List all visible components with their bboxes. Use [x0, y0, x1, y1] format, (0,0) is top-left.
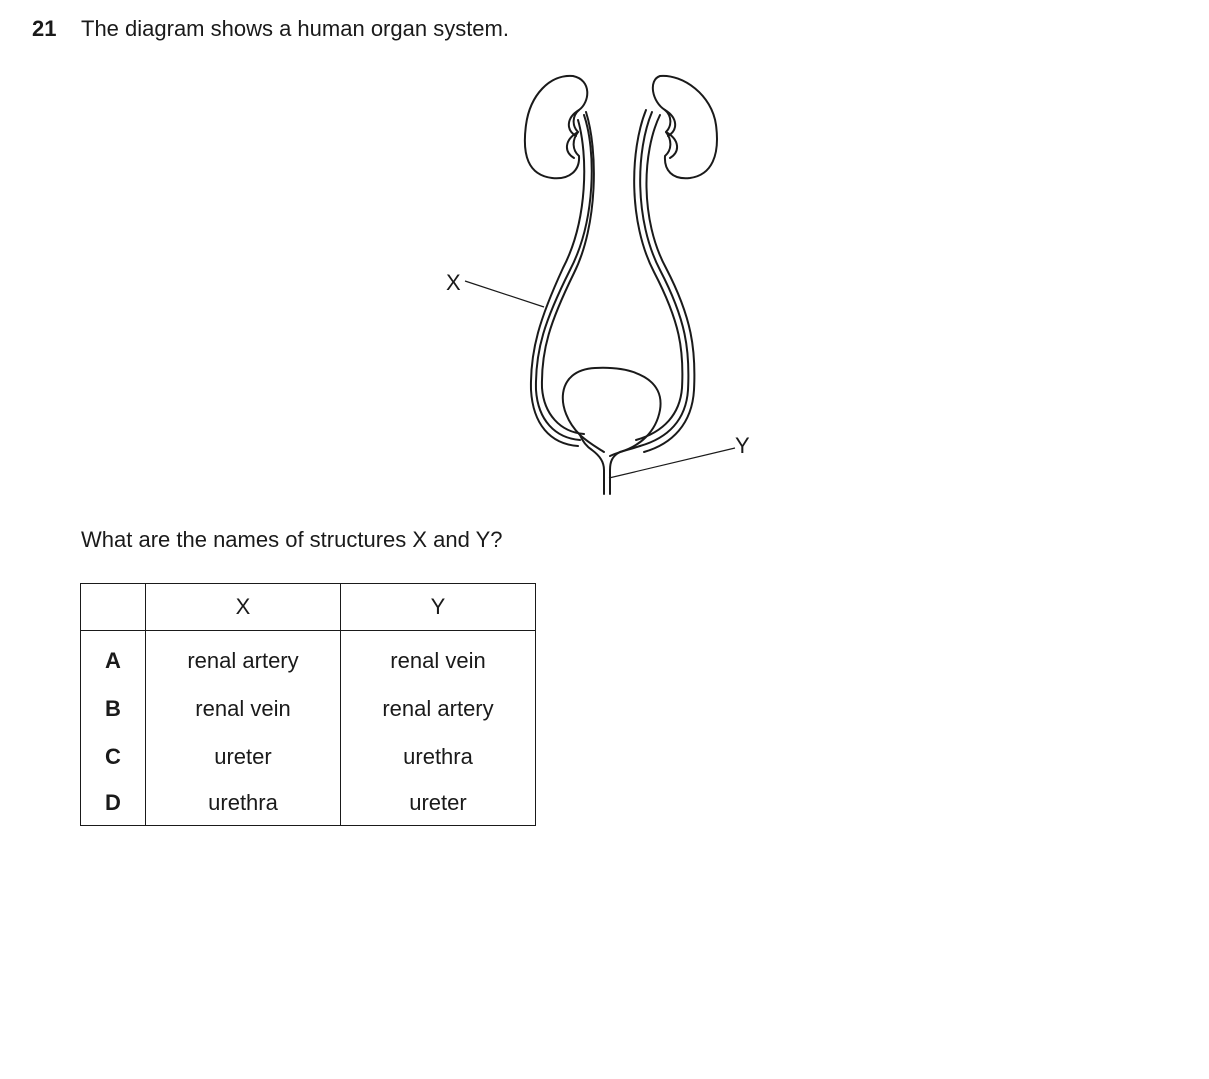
option-row-a[interactable]	[81, 631, 536, 686]
option-y: renal vein	[341, 631, 536, 686]
option-x: urethra	[146, 781, 341, 826]
option-y: urethra	[341, 733, 536, 781]
bladder	[563, 368, 661, 494]
header-y: Y	[341, 584, 536, 631]
option-x: renal artery	[146, 631, 341, 686]
option-letter: D	[81, 781, 146, 826]
option-x: ureter	[146, 733, 341, 781]
label-x: X	[446, 270, 461, 295]
option-x: renal vein	[146, 685, 341, 733]
header-x: X	[146, 584, 341, 631]
option-letter: B	[81, 685, 146, 733]
option-row-b[interactable]	[81, 685, 536, 733]
urinary-system-diagram	[420, 60, 780, 505]
option-y: ureter	[341, 781, 536, 826]
right-kidney	[653, 76, 717, 178]
label-y-line	[609, 448, 735, 478]
answer-options-table	[80, 583, 536, 826]
left-kidney	[525, 76, 587, 178]
option-y: renal artery	[341, 685, 536, 733]
question-number: 21	[32, 16, 57, 41]
option-letter: C	[81, 733, 146, 781]
header-letter	[81, 584, 146, 631]
option-letter: A	[81, 631, 146, 686]
table-header-row	[81, 584, 536, 631]
question-prompt: What are the names of structures X and Y?	[81, 527, 503, 552]
question-stem: The diagram shows a human organ system.	[81, 16, 509, 41]
label-x-line	[465, 281, 544, 307]
label-y: Y	[735, 433, 750, 458]
option-row-d[interactable]	[81, 781, 536, 826]
option-row-c[interactable]	[81, 733, 536, 781]
bladder-floor	[580, 435, 640, 456]
